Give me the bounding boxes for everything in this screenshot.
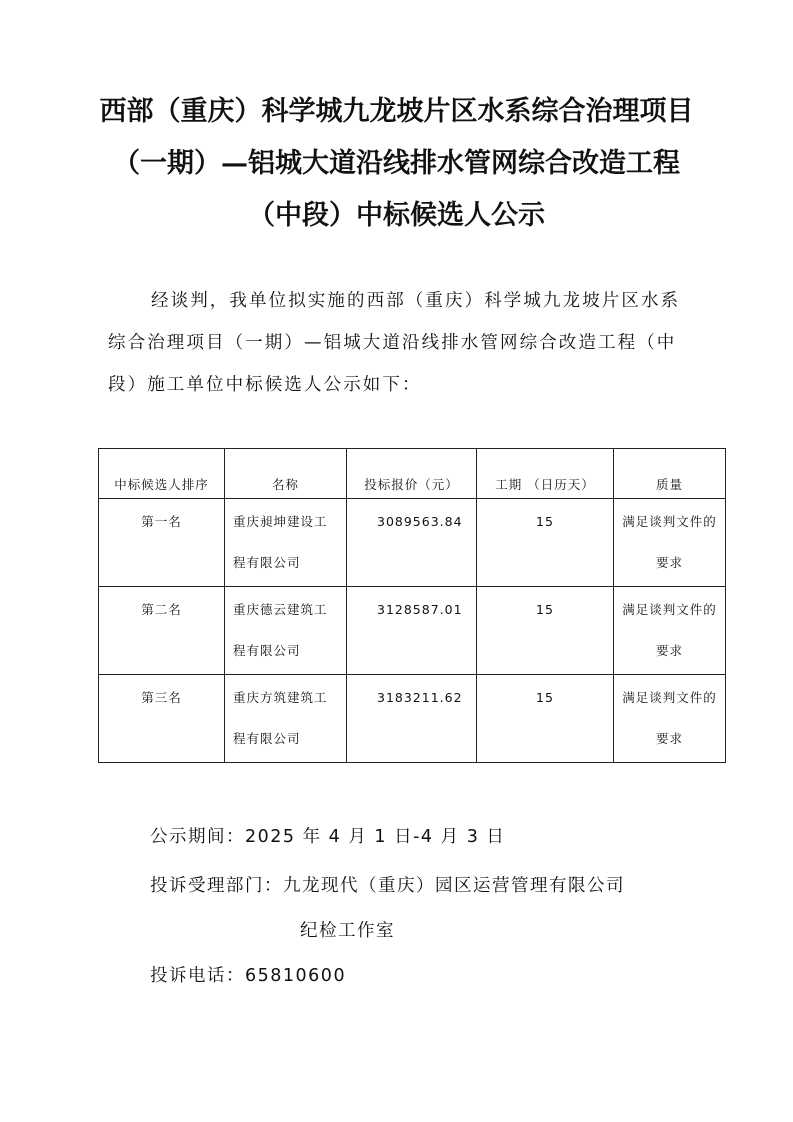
name-line-1: 重庆方筑建筑工: [233, 690, 328, 705]
table-row: [99, 499, 726, 587]
table-row: [99, 587, 726, 675]
name-line-2: 程有限公司: [233, 643, 301, 658]
cell-name: [225, 587, 347, 675]
cell-name: [225, 499, 347, 587]
complaint-department: 投诉受理部门：九龙现代（重庆）园区运营管理有限公司: [150, 876, 625, 896]
name-line-2: 程有限公司: [233, 731, 301, 746]
name-line-1: 重庆昶坤建设工: [233, 514, 328, 529]
intro-paragraph: [108, 280, 720, 406]
title-line-2: （一期）—铝城大道沿线排水管网综合改造工程: [113, 148, 680, 179]
name-line-1: 重庆德云建筑工: [233, 602, 328, 617]
title-line-1: 西部（重庆）科学城九龙坡片区水系综合治理项目: [99, 96, 694, 127]
table-header-row: [99, 449, 726, 499]
complaint-phone: 投诉电话：65810600: [150, 966, 347, 986]
quality-line-2: 要求: [655, 643, 683, 658]
header-period: 工期 （日历天）: [477, 449, 614, 499]
cell-quality: [614, 499, 726, 587]
header-price: 投标报价（元）: [347, 449, 477, 499]
complaint-department-office: 纪检工作室: [300, 921, 395, 941]
intro-line-1: 经谈判，我单位拟实施的西部（重庆）科学城九龙坡片区水系: [151, 291, 681, 311]
header-name: 名称: [225, 449, 347, 499]
cell-price: 3183211.62: [347, 675, 477, 763]
header-quality: 质量: [614, 449, 726, 499]
page-title: [60, 86, 733, 242]
quality-line-2: 要求: [655, 731, 683, 746]
title-line-3: （中段）中标候选人公示: [248, 200, 545, 231]
publicity-period: 公示期间：2025 年 4 月 1 日-4 月 3 日: [150, 827, 506, 847]
table-row: [99, 675, 726, 763]
quality-line-1: 满足谈判文件的: [622, 514, 717, 529]
cell-quality: [614, 675, 726, 763]
quality-line-1: 满足谈判文件的: [622, 602, 717, 617]
cell-price: 3089563.84: [347, 499, 477, 587]
cell-rank: 第一名: [99, 499, 225, 587]
cell-period: 15: [477, 587, 614, 675]
quality-line-1: 满足谈判文件的: [622, 690, 717, 705]
cell-period: 15: [477, 675, 614, 763]
intro-line-2: 综合治理项目（一期）—铝城大道沿线排水管网综合改造工程（中: [108, 333, 677, 353]
header-rank: 中标候选人排序: [99, 449, 225, 499]
cell-name: [225, 675, 347, 763]
cell-rank: 第二名: [99, 587, 225, 675]
candidates-table: [98, 448, 726, 763]
intro-line-3: 段）施工单位中标候选人公示如下：: [108, 375, 422, 395]
cell-period: 15: [477, 499, 614, 587]
cell-quality: [614, 587, 726, 675]
name-line-2: 程有限公司: [233, 555, 301, 570]
cell-price: 3128587.01: [347, 587, 477, 675]
cell-rank: 第三名: [99, 675, 225, 763]
quality-line-2: 要求: [655, 555, 683, 570]
